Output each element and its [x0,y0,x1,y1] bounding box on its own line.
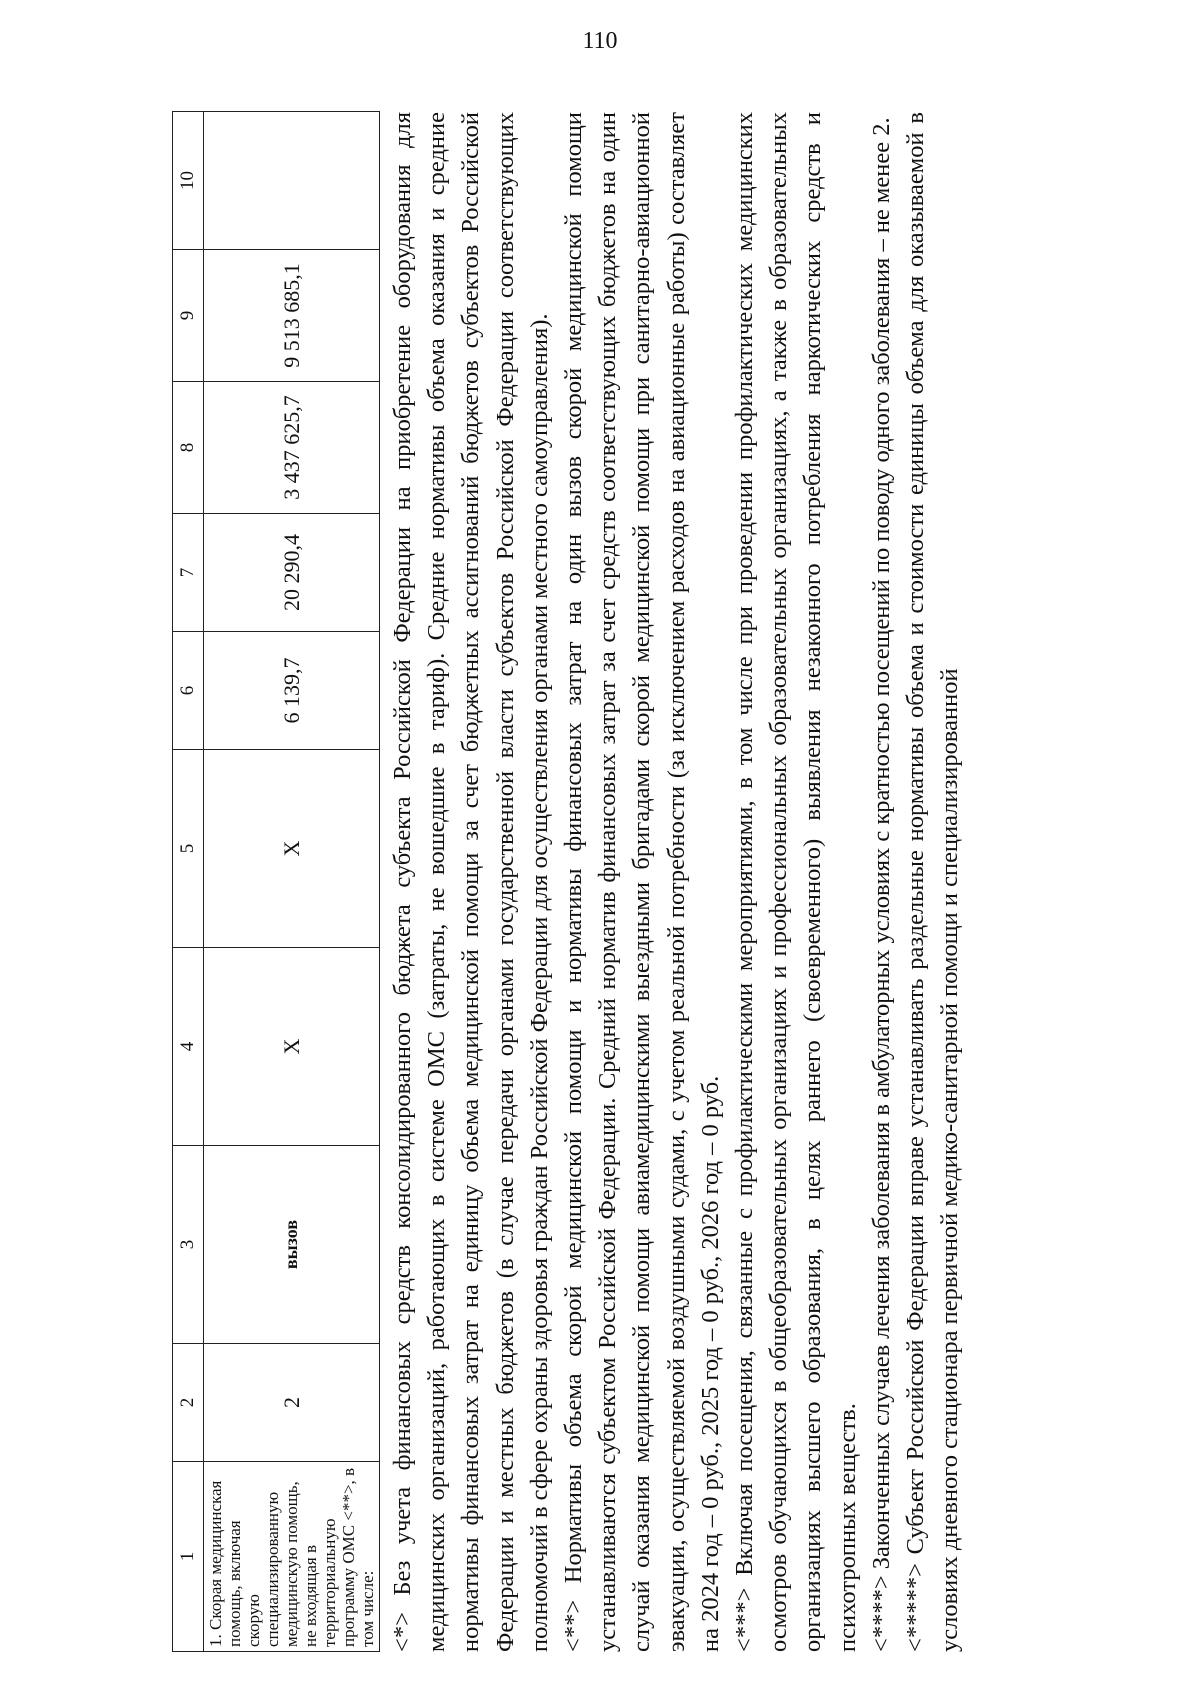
footnote-4: <****> Законченных случаев лечения заболевания в амбулаторных условиях с кратностью посещений по поводу одного заболевания – не менее 2. [867,117,895,1652]
row-cell-col7: 20 290,4 [204,514,380,632]
row-cell-col10 [204,112,380,250]
row-unit-cell: вызов [204,1146,380,1344]
table-header-row [173,112,204,1652]
header-cell: 7 [173,514,204,632]
row-cell-col4: Х [204,948,380,1146]
row-cell-col9: 9 513 685,1 [204,250,380,382]
header-cell: 4 [173,948,204,1146]
footnotes [386,112,967,1652]
header-cell: 8 [173,382,204,514]
header-cell: 2 [173,1344,204,1462]
footnote-5: <*****> Субъект Российской Федерации вправе устанавливать раздельные нормативы объема и стоимости единицы объема для оказываемой в условиях дневного стационара первичной медико-санитарной помощи и специализированной [902,112,964,1652]
header-cell: 9 [173,250,204,382]
header-cell: 5 [173,750,204,948]
table-row [204,112,380,1652]
row-cell-col8: 3 437 625,7 [204,382,380,514]
footnote-2: <**> Нормативы объема скорой медицинской помощи и нормативы финансовых затрат на один вызов скорой медицинской помощи устанавливаются субъектом Российской Федерации. Средний норматив финансовых затрат за счет средств соответствующих бюджетов на один случай оказания медицинской помощи авиамедицинскими выездными бригадами скорой медицинской помощи при санитарно-авиационной эвакуации, осуществляемой воздушными судами, с учетом реальной потребности (за исключением расходов на авиационные работы) составляет на 2024 год – 0 руб., 2025 год – 0 руб., 2026 год – 0 руб. [560,112,724,1652]
row-cell-col5: Х [204,750,380,948]
header-cell: 1 [173,1462,204,1652]
header-cell: 3 [173,1146,204,1344]
header-cell: 6 [173,632,204,750]
footnote-3: <***> Включая посещения, связанные с профилактическими мероприятиями, в том числе при проведении профилактических медицинских осмотров обучающихся в общеобразовательных организациях и профессиональных образовательных организациях, а также в образовательных организациях высшего образования, в целях раннего (своевременного) выявления незаконного потребления наркотических средств и психотропных веществ. [731,112,861,1652]
budget-table [172,111,380,1652]
row-name-cell: 1. Скорая медицинская помощь, включая скорую специализированную медицинскую помощь, не входящая в территориальную программу ОМС <**>, в том числе: [204,1462,380,1652]
header-cell: 10 [173,112,204,250]
footnote-1: <*> Без учета финансовых средств консолидированного бюджета субъекта Российской Федерации на приобретение оборудования для медицинских организаций, работающих в системе ОМС (затраты, не вошедшие в тариф). Средние нормативы объема оказания и средние нормативы финансовых затрат на единицу объема медицинской помощи за счет бюджетных ассигнований бюджетов субъектов Российской Федерации и местных бюджетов (в случае передачи органами государственной власти субъектов Российской Федерации соответствующих полномочий в сфере охраны здоровья граждан Российской Федерации для осуществления органами местного самоуправления). [389,112,553,1652]
row-line-number-cell: 2 [204,1344,380,1462]
row-cell-col6: 6 139,7 [204,632,380,750]
page-number: 110 [582,28,618,54]
rotated-page-content [172,112,1132,1652]
